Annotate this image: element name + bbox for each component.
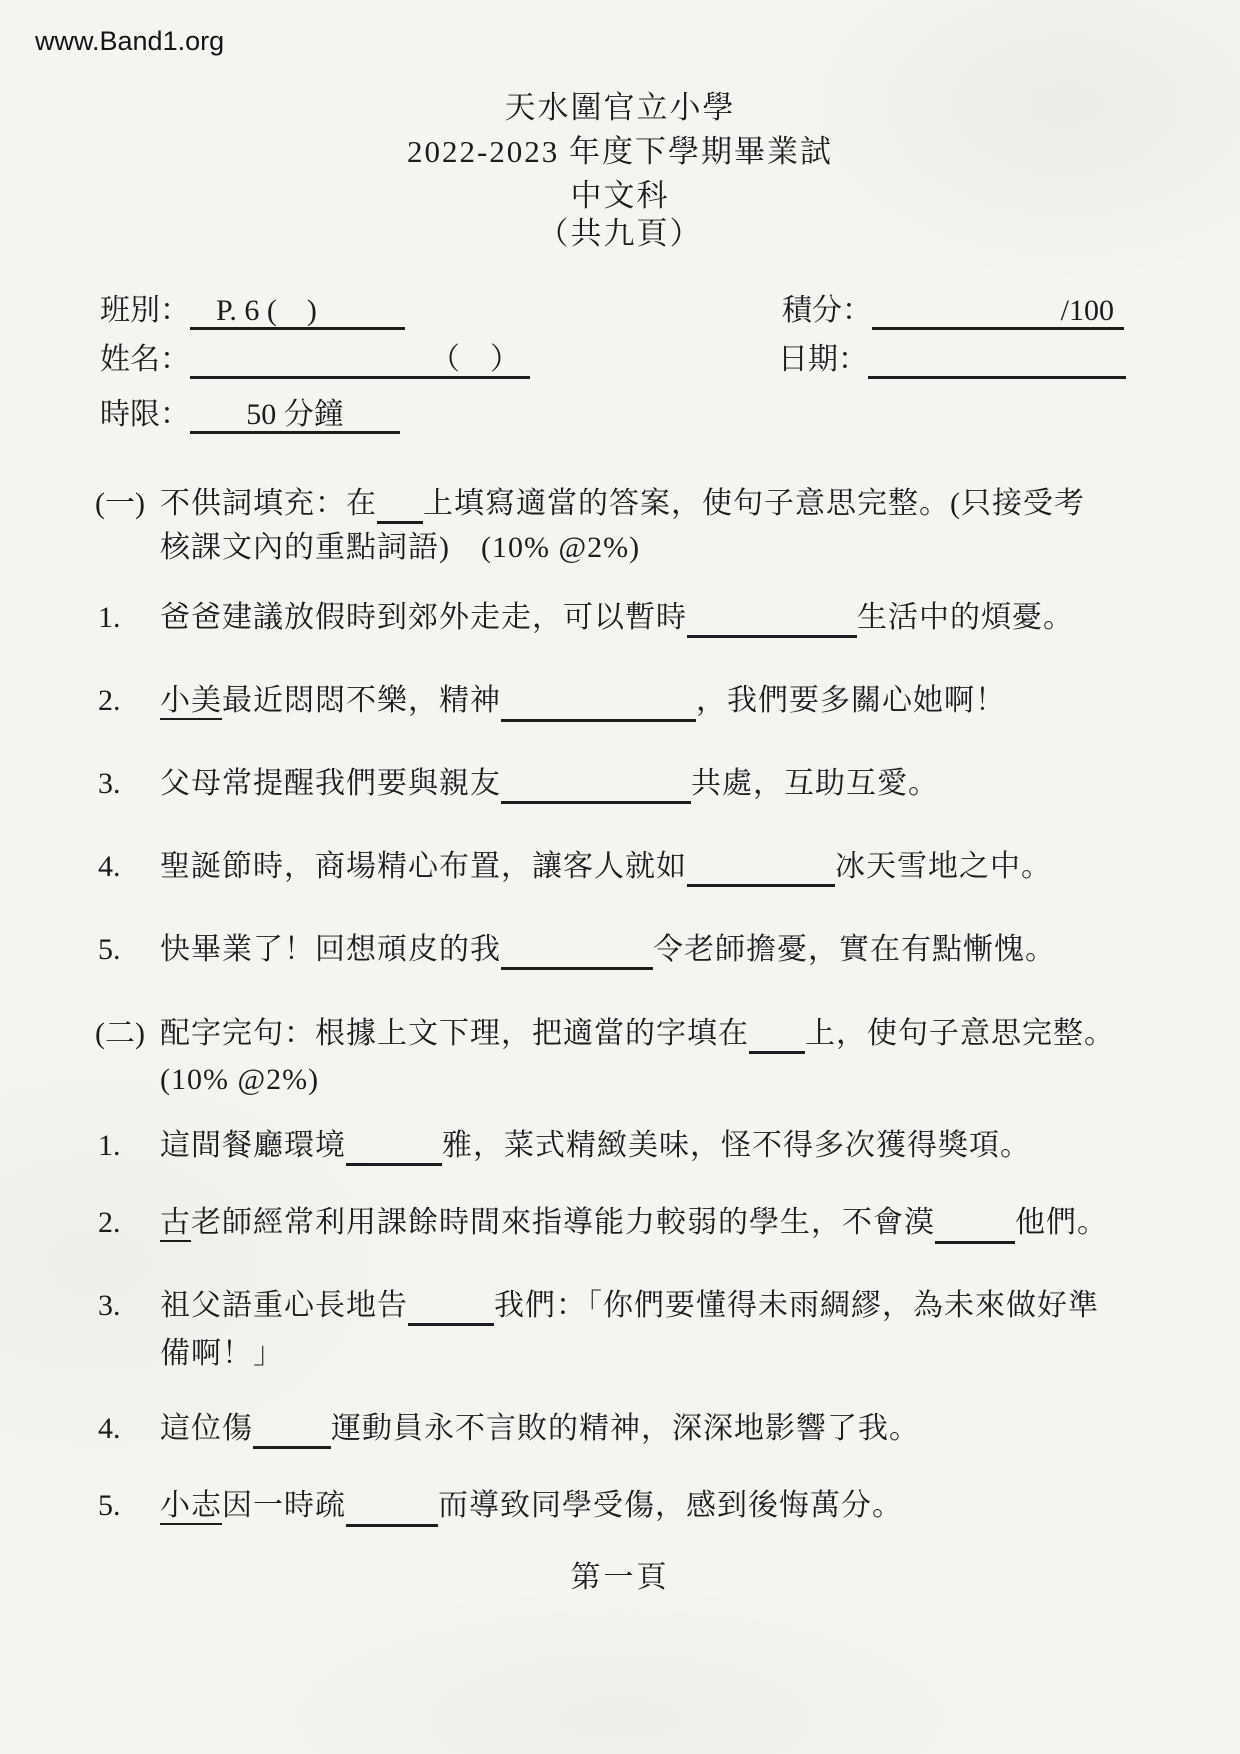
- section1-header-line2: 核課文內的重點詞語) (10% @2%): [160, 531, 641, 564]
- section1-number: (一): [95, 487, 145, 520]
- subject-name: 中文科: [570, 178, 670, 213]
- exam-title: 2022-2023 年度下學期畢業試: [406, 134, 834, 169]
- question-text-post: 令老師擔憂，實在有點慚愧。: [653, 933, 1056, 966]
- question-row-s2q2: [98, 1203, 1108, 1244]
- fill-in-blank: [687, 850, 835, 887]
- name-field: [100, 341, 530, 379]
- fill-in-blank: [501, 933, 653, 970]
- section2-title-pre: 配字完句：根據上文下理，把適當的字填在: [160, 1017, 749, 1050]
- name-paren: （ ）: [430, 343, 520, 376]
- question-text-post: 運動員永不言敗的精神，深深地影響了我。: [331, 1412, 920, 1445]
- score-total: /100: [1060, 294, 1114, 327]
- question-row-s2q5: [98, 1486, 903, 1527]
- question-text-pre: 這間餐廳環境: [160, 1129, 346, 1162]
- score-label: 積分：: [782, 294, 872, 327]
- time-limit-underline: [190, 396, 400, 434]
- section2-title-post: 上，使句子意思完整。: [805, 1017, 1115, 1050]
- section2-number: (二): [95, 1017, 145, 1050]
- question-row-s1q1: [98, 598, 1074, 638]
- question-text-post: 我們：「你們要懂得未雨綢繆，為未來做好準: [494, 1289, 1099, 1322]
- school-name: 天水圍官立小學: [504, 90, 736, 125]
- date-label: 日期：: [778, 343, 868, 376]
- question-text-pre: 快畢業了！回想頑皮的我: [160, 933, 501, 966]
- underlined-name: 小志: [160, 1489, 222, 1525]
- section2-header: [95, 1014, 1115, 1054]
- section1-title-post: 上填寫適當的答案，使句子意思完整。(只接受考: [423, 487, 1085, 520]
- question-row-s1q4: [98, 847, 1052, 887]
- watermark: www.Band1.org: [35, 26, 225, 56]
- section2-header-line2: (10% @2%): [160, 1063, 320, 1096]
- question-text-pre: 爸爸建議放假時到郊外走走，可以暫時: [160, 601, 687, 634]
- score-field: [782, 292, 1124, 330]
- time-limit-field: [100, 396, 400, 434]
- class-field: [100, 292, 405, 330]
- question-number: 3.: [98, 1289, 121, 1322]
- score-underline: [872, 292, 1124, 330]
- question-number: 4.: [98, 1412, 121, 1445]
- question-number: 1.: [98, 601, 121, 634]
- question-row-s2q3: [98, 1286, 1099, 1326]
- fill-in-blank: [253, 1412, 331, 1449]
- question-row-s2q1: [98, 1126, 1031, 1166]
- section1-header: [95, 484, 1085, 524]
- question-number: 1.: [98, 1129, 121, 1162]
- question-number: 2.: [98, 1206, 121, 1239]
- time-limit-label: 時限：: [100, 398, 190, 431]
- question-text-post: 而導致同學受傷，感到後悔萬分。: [438, 1489, 903, 1522]
- fill-in-blank: [687, 601, 857, 638]
- underlined-name: 古: [160, 1206, 191, 1242]
- page-footer: 第一頁: [570, 1561, 670, 1594]
- name-underline: [190, 341, 530, 379]
- fill-in-blank: [346, 1490, 438, 1527]
- question-row-s1q3: [98, 764, 939, 804]
- underlined-name: 小美: [160, 684, 222, 720]
- class-label: 班別：: [100, 294, 190, 327]
- page-count-note: （共九頁）: [537, 216, 703, 251]
- question-text-post: ，我們要多關心她啊！: [696, 684, 1006, 717]
- class-value: P. 6 ( ): [216, 294, 317, 327]
- question-text-pre: 這位傷: [160, 1412, 253, 1445]
- section1-title-blank: [377, 487, 423, 524]
- name-label: 姓名：: [100, 343, 190, 376]
- question-row-s1q2: [98, 681, 1006, 722]
- question-text-pre: 父母常提醒我們要與親友: [160, 767, 501, 800]
- question-row-s1q5: [98, 930, 1056, 970]
- question-text-post: 他們。: [1015, 1206, 1108, 1239]
- question-text-pre: 聖誕節時，商場精心布置，讓客人就如: [160, 850, 687, 883]
- class-underline: [190, 292, 405, 330]
- fill-in-blank: [501, 685, 696, 722]
- section2-title-blank: [749, 1017, 805, 1054]
- question-text-pre: 最近悶悶不樂，精神: [222, 684, 501, 717]
- question-row-s2q3-line2: 備啊！」: [160, 1337, 284, 1370]
- fill-in-blank: [501, 767, 691, 804]
- question-text-pre: 祖父語重心長地告: [160, 1289, 408, 1322]
- question-number: 4.: [98, 850, 121, 883]
- time-limit-value: 50 分鐘: [246, 398, 344, 431]
- question-number: 2.: [98, 684, 121, 717]
- question-row-s2q4: [98, 1409, 920, 1449]
- date-field: [778, 341, 1126, 379]
- fill-in-blank: [408, 1289, 494, 1326]
- date-underline: [868, 341, 1126, 379]
- fill-in-blank: [935, 1207, 1015, 1244]
- question-number: 5.: [98, 933, 121, 966]
- question-text-pre: 老師經常利用課餘時間來指導能力較弱的學生，不會漠: [191, 1206, 935, 1239]
- section1-title-pre: 不供詞填充：在: [160, 487, 377, 520]
- question-text-post: 雅，菜式精緻美味，怪不得多次獲得獎項。: [442, 1129, 1031, 1162]
- question-text-post: 生活中的煩憂。: [857, 601, 1074, 634]
- question-number: 5.: [98, 1489, 121, 1522]
- question-number: 3.: [98, 767, 121, 800]
- question-text-post: 共處，互助互愛。: [691, 767, 939, 800]
- question-text-post: 冰天雪地之中。: [835, 850, 1052, 883]
- fill-in-blank: [346, 1129, 442, 1166]
- question-text-pre: 因一時疏: [222, 1489, 346, 1522]
